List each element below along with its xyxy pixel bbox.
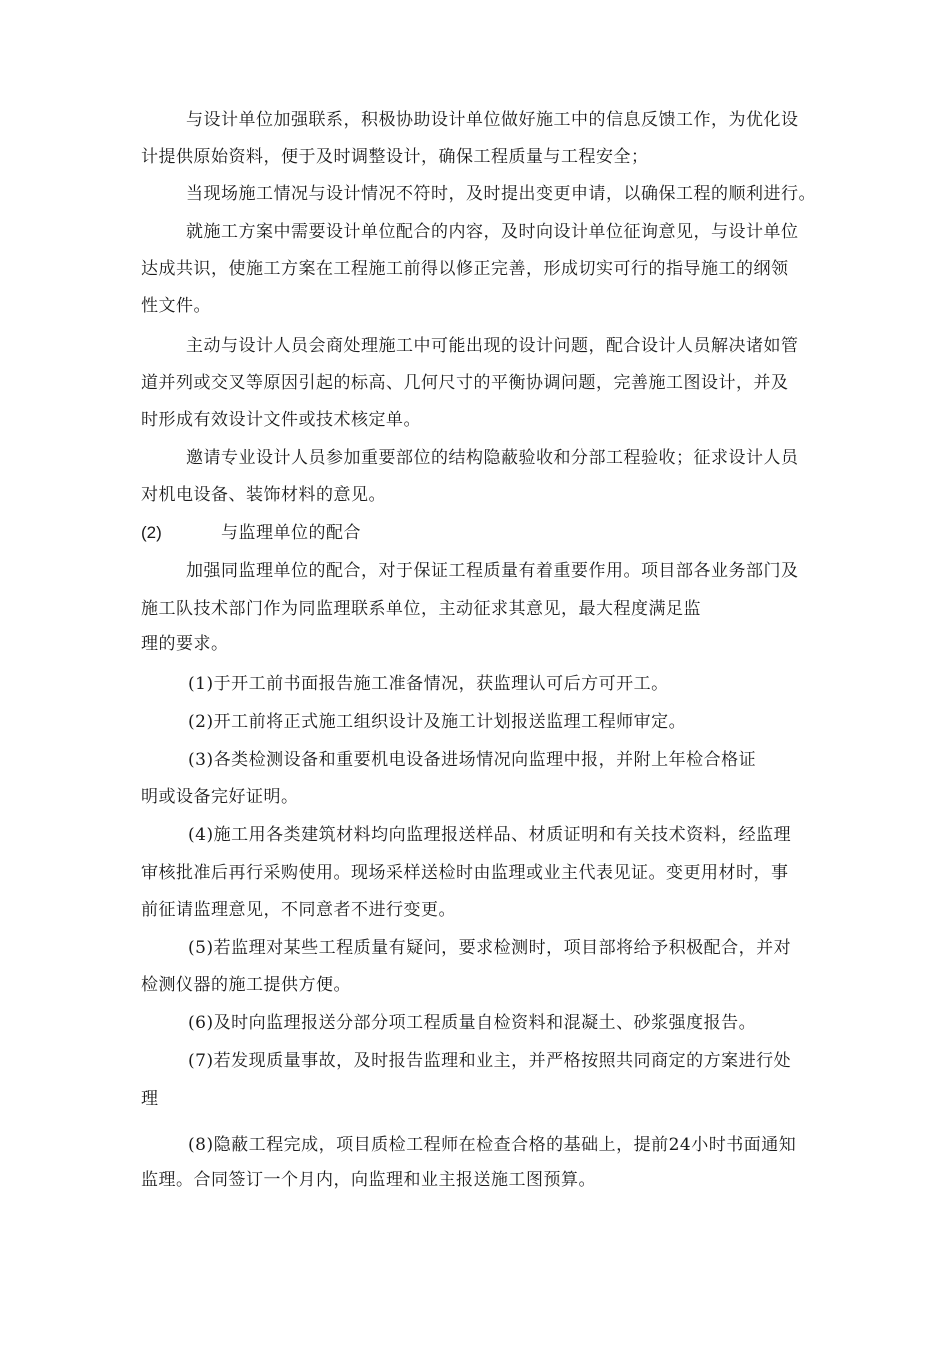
paragraph-line: 与设计单位加强联系，积极协助设计单位做好施工中的信息反馈工作，为优化设 xyxy=(186,110,799,130)
paragraph-line: 达成共识，使施工方案在工程施工前得以修正完善，形成切实可行的指导施工的纲领 xyxy=(141,259,789,279)
section-number: (2) xyxy=(141,523,162,542)
section-heading: 与监理单位的配合 xyxy=(221,523,361,543)
list-item: (7)若发现质量事故，及时报告监理和业主，并严格按照共同商定的方案进行处 xyxy=(188,1051,792,1071)
paragraph-line: 对机电设备、装饰材料的意见。 xyxy=(141,485,386,505)
list-item-continuation: 明或设备完好证明。 xyxy=(141,787,299,807)
list-item-continuation: 检测仪器的施工提供方便。 xyxy=(141,975,351,995)
list-item: (5)若监理对某些工程质量有疑问，要求检测时，项目部将给予积极配合，并对 xyxy=(188,938,792,958)
paragraph-line: 加强同监理单位的配合，对于保证工程质量有着重要作用。项目部各业务部门及 xyxy=(186,561,799,581)
paragraph-line: 理的要求。 xyxy=(141,634,229,654)
list-item-continuation: 监理。合同签订一个月内，向监理和业主报送施工图预算。 xyxy=(141,1170,596,1190)
list-item-continuation: 审核批准后再行采购使用。现场采样送检时由监理或业主代表见证。变更用材时，事 xyxy=(141,863,789,883)
paragraph-line: 性文件。 xyxy=(141,296,211,316)
list-item-continuation: 理 xyxy=(141,1089,159,1109)
paragraph-line: 就施工方案中需要设计单位配合的内容，及时向设计单位征询意见，与设计单位 xyxy=(186,222,799,242)
list-item: (8)隐蔽工程完成，项目质检工程师在检查合格的基础上，提前24小时书面通知 xyxy=(188,1135,797,1155)
paragraph-line: 施工队技术部门作为同监理联系单位，主动征求其意见，最大程度满足监 xyxy=(141,599,701,619)
paragraph-line: 主动与设计人员会商处理施工中可能出现的设计问题，配合设计人员解决诸如管 xyxy=(186,336,799,356)
paragraph-line: 时形成有效设计文件或技术核定单。 xyxy=(141,410,421,430)
list-item: (4)施工用各类建筑材料均向监理报送样品、材质证明和有关技术资料，经监理 xyxy=(188,825,792,845)
list-item: (6)及时向监理报送分部分项工程质量自检资料和混凝土、砂浆强度报告。 xyxy=(188,1013,757,1033)
list-item: (2)开工前将正式施工组织设计及施工计划报送监理工程师审定。 xyxy=(188,712,687,732)
paragraph-line: 邀请专业设计人员参加重要部位的结构隐蔽验收和分部工程验收；征求设计人员 xyxy=(186,448,799,468)
paragraph-line: 当现场施工情况与设计情况不符时，及时提出变更申请，以确保工程的顺利进行。 xyxy=(186,184,816,204)
list-item-continuation: 前征请监理意见，不同意者不进行变更。 xyxy=(141,900,456,920)
paragraph-line: 道并列或交叉等原因引起的标高、几何尺寸的平衡协调问题，完善施工图设计，并及 xyxy=(141,373,789,393)
paragraph-line: 计提供原始资料，便于及时调整设计，确保工程质量与工程安全； xyxy=(141,147,649,167)
list-item: (3)各类检测设备和重要机电设备进场情况向监理中报，并附上年检合格证 xyxy=(188,750,757,770)
list-item: (1)于开工前书面报告施工准备情况，获监理认可后方可开工。 xyxy=(188,674,669,694)
